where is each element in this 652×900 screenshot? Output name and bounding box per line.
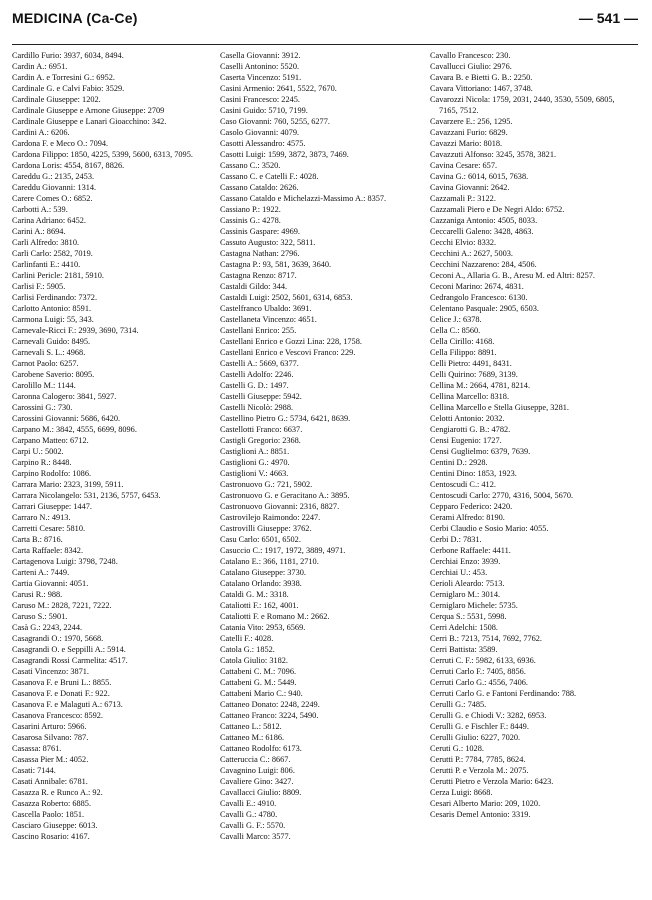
index-entry: Carossini Giovanni: 5686, 6420. — [12, 414, 121, 423]
index-entry: Cavara B. e Bietti G. B.: 2250. — [430, 73, 533, 82]
index-entry: Centini D.: 2928. — [430, 458, 488, 467]
index-entry: Cerutti Pietro e Verzola Mario: 6423. — [430, 777, 554, 786]
index-entry: Casazza Roberto: 6885. — [12, 799, 92, 808]
index-entry: Cesaris Demel Antonio: 3319. — [430, 810, 531, 819]
index-entry: Cataldi G. M.: 3318. — [220, 590, 289, 599]
index-entry: Cavara Vittoriano: 1467, 3748. — [430, 84, 533, 93]
index-entry: Cerioli Aleardo: 7513. — [430, 579, 505, 588]
index-entry: Carini A.: 8694. — [12, 227, 66, 236]
index-entry: Casarosa Silvano: 787. — [12, 733, 89, 742]
index-entry: Casagrandi Rossi Carmelita: 4517. — [12, 656, 128, 665]
index-entry: Carpino Rodolfo: 1086. — [12, 469, 92, 478]
index-entry: Casotti Alessandro: 4575. — [220, 139, 306, 148]
index-entry: Cattaneo L.: 5812. — [220, 722, 282, 731]
index-entry: Cartagenova Luigi: 3798, 7248. — [12, 557, 118, 566]
index-entry: Castigli Gregorio: 2368. — [220, 436, 301, 445]
index-entry: Cavallucci Giulio: 2976. — [430, 62, 512, 71]
index-entry: Cerniglaro M.: 3014. — [430, 590, 501, 599]
index-entry: Cerutti P. e Verzola M.: 2075. — [430, 766, 529, 775]
index-entry: Casagrandi O. e Seppilli A.: 5914. — [12, 645, 126, 654]
index-entry: Cerruti C. F.: 5982, 6133, 6936. — [430, 656, 536, 665]
index-entry: Cavina G.: 6014, 6015, 7638. — [430, 172, 529, 181]
index-entry: Cella Filippo: 8891. — [430, 348, 497, 357]
index-entry: Casà G.: 2243, 2244. — [12, 623, 83, 632]
index-entry: Cavarzere E.: 256, 1295. — [430, 117, 513, 126]
index-entry: Casini Francesco: 2245. — [220, 95, 300, 104]
index-entry: Cataliotti F. e Romano M.: 2662. — [220, 612, 330, 621]
index-entry: Cardillo Furio: 3937, 6034, 8494. — [12, 51, 124, 60]
index-entry: Caruso S.: 5901. — [12, 612, 68, 621]
index-entry: Carnevale-Ricci F.: 2939, 3690, 7314. — [12, 326, 139, 335]
index-entry: Cedrangolo Francesco: 6130. — [430, 293, 528, 302]
index-entry: Casanova F. e Malaguti A.: 6713. — [12, 700, 123, 709]
index-entry: Carolillo M.: 1144. — [12, 381, 76, 390]
index-entry: Carpi U.: 5002. — [12, 447, 64, 456]
index-entry: Casanova F. e Bruni L.: 8855. — [12, 678, 112, 687]
index-entry: Centini Dino: 1853, 1923. — [430, 469, 517, 478]
index-entry: Cascino Rosario: 4167. — [12, 832, 90, 841]
index-entry: Censi Eugenio: 1727. — [430, 436, 502, 445]
index-entry: Cellina Marcello e Stella Giuseppe, 3281. — [430, 403, 569, 412]
index-entry: Careddu G.: 2135, 2453. — [12, 172, 95, 181]
page-number: — 541 — — [578, 10, 638, 26]
index-entry: Cavaliere Gino: 3427. — [220, 777, 294, 786]
index-entry: Cavazzi Mario: 8018. — [430, 139, 503, 148]
index-entry: Castelli Adolfo: 2246. — [220, 370, 294, 379]
index-entry: Cassinis G.: 4278. — [220, 216, 281, 225]
index-entry: Ceconi Marino: 2674, 4831. — [430, 282, 524, 291]
index-entry: Caselli Antonino: 5520. — [220, 62, 300, 71]
index-entry: Castaldi Gildo: 344. — [220, 282, 288, 291]
index-entry: Casella Giovanni: 3912. — [220, 51, 301, 60]
index-entry: Carnot Paolo: 6257. — [12, 359, 79, 368]
index-entry: Cassano C. e Catelli F.: 4028. — [220, 172, 319, 181]
index-entry: Cazzaniga Antonio: 4505, 8033. — [430, 216, 538, 225]
index-entry: Castronuovo G.: 721, 5902. — [220, 480, 313, 489]
index-entry: Castrovilejo Raimondo: 2247. — [220, 513, 321, 522]
index-entry: Castelfranco Ubaldo: 3691. — [220, 304, 312, 313]
index-entry: Cardinale G. e Calvi Fabio: 3529. — [12, 84, 125, 93]
index-entry: Cesari Alberto Mario: 209, 1020. — [430, 799, 541, 808]
index-entry: Castiglioni G.: 4970. — [220, 458, 290, 467]
index-entry: Cardinale Giuseppe: 1202. — [12, 95, 101, 104]
index-entry: Carraro N.: 4913. — [12, 513, 71, 522]
index-entry: Cascella Paolo: 1851. — [12, 810, 85, 819]
index-entry: Cerchiai U.: 453. — [430, 568, 488, 577]
index-entry: Cassano Cataldo e Michelazzi-Massimo A.: 8357. — [220, 194, 387, 203]
index-entry: Catteruccia C.: 8667. — [220, 755, 291, 764]
index-entry: Cerqua S.: 5531, 5998. — [430, 612, 507, 621]
index-entry: Cardinale Giuseppe e Lanari Gioacchino: 342. — [12, 117, 167, 126]
index-entry: Carlisi Ferdinando: 7372. — [12, 293, 98, 302]
index-entry: Casini Guido: 5710, 7199. — [220, 106, 308, 115]
index-entry: Catola Giulio: 3182. — [220, 656, 288, 665]
index-entry: Castagna Renzo: 8717. — [220, 271, 297, 280]
index-entry: Castellani Enrico: 255. — [220, 326, 297, 335]
index-entry: Cardin A. e Torresini G.: 6952. — [12, 73, 115, 82]
index-entry: Carbotti A.: 539. — [12, 205, 68, 214]
index-entry: Cerchiai Enzo: 3939. — [430, 557, 501, 566]
index-entry: Cavazzuti Alfonso: 3245, 3578, 3821. — [430, 150, 557, 159]
index-entry: Cerutti P.: 7784, 7785, 8624. — [430, 755, 526, 764]
index-entry: Castelli A.: 5669, 6377. — [220, 359, 299, 368]
index-entry: Cerruti Carlo F.: 7405, 8856. — [430, 667, 526, 676]
index-entry: Carretti Cesare: 5810. — [12, 524, 86, 533]
index-entry: Celli Pietro: 4491, 8431. — [430, 359, 512, 368]
index-entry: Casolo Giovanni: 4079. — [220, 128, 300, 137]
index-entry: Casotti Luigi: 1599, 3872, 3873, 7469. — [220, 150, 349, 159]
index-entry: Cassano Cataldo: 2626. — [220, 183, 299, 192]
index-entry: Cerniglaro Michele: 5735. — [430, 601, 518, 610]
index-entry: Carta Raffaele: 8342. — [12, 546, 84, 555]
index-entry: Cerulli G. e Chiodi V.: 3282, 6953. — [430, 711, 547, 720]
index-entry: Carossini G.: 730. — [12, 403, 73, 412]
index-entry: Ceccarelli Galeno: 3428, 4863. — [430, 227, 534, 236]
index-entry: Cavina Cesare: 657. — [430, 161, 498, 170]
index-entry: Carlisi F.: 5905. — [12, 282, 66, 291]
index-entry: Caserta Vincenzo: 5191. — [220, 73, 302, 82]
index-entry: Carrara Nicolangelo: 531, 2136, 5757, 6453. — [12, 491, 161, 500]
index-entry: Cavalli Marco: 3577. — [220, 832, 291, 841]
index-entry: Cerruti Carlo G.: 4556, 7406. — [430, 678, 528, 687]
index-entry: Catalano Giuseppe: 3730. — [220, 568, 306, 577]
index-entry: Cavarozzi Nicola: 1759, 2031, 2440, 3530, 5509, 6805, 7165, 7512. — [430, 95, 615, 115]
index-entry: Careddu Giovanni: 1314. — [12, 183, 97, 192]
index-entry: Catelli F.: 4028. — [220, 634, 274, 643]
index-entry: Carnevali S. L.: 4968. — [12, 348, 86, 357]
index-entry: Casu Carlo: 6501, 6502. — [220, 535, 301, 544]
index-entry: Cassano C.: 3520. — [220, 161, 281, 170]
index-entry: Carpino R.: 8448. — [12, 458, 72, 467]
index-entry: Cavina Giovanni: 2642. — [430, 183, 510, 192]
index-entry: Cataliotti F.: 162, 4001. — [220, 601, 299, 610]
index-entry: Castiglioni V.: 4663. — [220, 469, 289, 478]
index-entry: Castagna P.: 93, 581, 3639, 3640. — [220, 260, 332, 269]
index-entry: Casanova F. e Donati F.: 922. — [12, 689, 110, 698]
index-entry: Cattabeni Mario C.: 940. — [220, 689, 303, 698]
index-entry: Cerbi D.: 7831. — [430, 535, 482, 544]
index-entry: Cerri Adelchi: 1508. — [430, 623, 498, 632]
index-entry: Casati Vincenzo: 3871. — [12, 667, 90, 676]
index-entry: Castelli G. D.: 1497. — [220, 381, 289, 390]
index-entry: Carlini Pericle: 2181, 5910. — [12, 271, 104, 280]
index-entry: Cecchini Nazzareno: 284, 4506. — [430, 260, 537, 269]
index-entry: Cardin A.: 6951. — [12, 62, 68, 71]
header-rule — [12, 44, 638, 45]
index-entry: Cavallo Francesco: 230. — [430, 51, 511, 60]
index-entry: Casati Annibale: 6781. — [12, 777, 88, 786]
index-entry: Cerbone Raffaele: 4411. — [430, 546, 511, 555]
section-title: MEDICINA (Ca-Ce) — [12, 10, 138, 26]
index-entry: Castronuovo G. e Geracitano A.: 3895. — [220, 491, 350, 500]
index-entry: Cardini A.: 6206. — [12, 128, 70, 137]
index-entry: Cassinis Gaspare: 4969. — [220, 227, 300, 236]
index-entry: Castelli Giuseppe: 5942. — [220, 392, 302, 401]
index-entry: Caronna Calogero: 3841, 5927. — [12, 392, 117, 401]
index-entry: Cardona Filippo: 1850, 4225, 5399, 5600, 6313, 7095. — [12, 150, 193, 159]
index-column-3 — [430, 50, 632, 895]
index-columns — [12, 50, 638, 895]
index-entry: Cerri Battista: 3589. — [430, 645, 498, 654]
index-entry: Censi Guglielmo: 6379, 7639. — [430, 447, 531, 456]
index-entry: Cardinale Giuseppe e Arnone Giuseppe: 2709 — [12, 106, 165, 115]
index-entry: Cerri B.: 7213, 7514, 7692, 7762. — [430, 634, 543, 643]
index-entry: Castellani Enrico e Vescovi Franco: 229. — [220, 348, 356, 357]
index-entry: Ceconi A., Allaria G. B., Aresu M. ed Altri: 8257. — [430, 271, 596, 280]
index-entry: Catola G.: 1852. — [220, 645, 275, 654]
index-entry: Cattaneo Franco: 3224, 5490. — [220, 711, 319, 720]
index-entry: Casuccio C.: 1917, 1972, 3889, 4971. — [220, 546, 346, 555]
index-entry: Cavalli G. F.: 5570. — [220, 821, 286, 830]
index-entry: Cavallacci Giulio: 8809. — [220, 788, 302, 797]
index-entry: Carrara Mario: 2323, 3199, 5911. — [12, 480, 124, 489]
index-entry: Cattaneo Rodolfo: 6173. — [220, 744, 302, 753]
index-entry: Cecchi Elvio: 8332. — [430, 238, 497, 247]
index-entry: Castellaneta Vincenzo: 4651. — [220, 315, 317, 324]
index-entry: Ceruti G.: 1028. — [430, 744, 484, 753]
index-entry: Caso Giovanni: 760, 5255, 6277. — [220, 117, 330, 126]
index-entry: Carere Comes O.: 6852. — [12, 194, 93, 203]
index-entry: Carli Alfredo: 3810. — [12, 238, 80, 247]
index-entry: Cengiarotti G. B.: 4782. — [430, 425, 511, 434]
index-entry: Catalano Orlando: 3938. — [220, 579, 302, 588]
index-entry: Carusi R.: 988. — [12, 590, 63, 599]
index-entry: Cerza Luigi: 8668. — [430, 788, 493, 797]
index-entry: Cavalli E.: 4910. — [220, 799, 277, 808]
index-entry: Catalano E.: 366, 1181, 2710. — [220, 557, 319, 566]
index-entry: Casassa: 8761. — [12, 744, 62, 753]
index-column-2 — [220, 50, 422, 895]
index-entry: Cella Cirillo: 4168. — [430, 337, 495, 346]
index-entry: Cerami Alfredo: 8190. — [430, 513, 505, 522]
index-entry: Carlinfanti E.: 4410. — [12, 260, 81, 269]
index-entry: Carli Carlo: 2582, 7019. — [12, 249, 93, 258]
index-entry: Casarini Arturo: 5966. — [12, 722, 87, 731]
index-entry: Carobene Saverio: 8095. — [12, 370, 95, 379]
index-entry: Casati: 7144. — [12, 766, 56, 775]
index-entry: Casanova Francesco: 8592. — [12, 711, 104, 720]
index-entry: Cazzamali P.: 3122. — [430, 194, 496, 203]
index-entry: Celli Quirino: 7689, 3139. — [430, 370, 518, 379]
index-entry: Casassa Pier M.: 4052. — [12, 755, 89, 764]
index-entry: Cecchini A.: 2627, 5003. — [430, 249, 513, 258]
index-entry: Cassiano P.: 1922. — [220, 205, 281, 214]
index-entry: Castaldi Luigi: 2502, 5601, 6314, 6853. — [220, 293, 353, 302]
index-entry: Castelli Nicolò: 2988. — [220, 403, 294, 412]
index-entry: Cattaneo M.: 6186. — [220, 733, 285, 742]
index-entry: Cardona F. e Meco O.: 7094. — [12, 139, 109, 148]
index-entry: Celice J.: 6378. — [430, 315, 482, 324]
index-entry: Carta B.: 8716. — [12, 535, 63, 544]
index-entry: Cartia Giovanni: 4051. — [12, 579, 89, 588]
index-entry: Cerulli G.: 7485. — [430, 700, 487, 709]
index-entry: Castronuovo Giovanni: 2316, 8827. — [220, 502, 340, 511]
index-entry: Carteni A.: 7449. — [12, 568, 70, 577]
index-entry: Castellino Pietro G.: 5734, 6421, 8639. — [220, 414, 351, 423]
index-entry: Centoscudi C.: 412. — [430, 480, 496, 489]
index-entry: Celotti Antonio: 2032. — [430, 414, 505, 423]
index-entry: Cavalli G.: 4780. — [220, 810, 278, 819]
index-entry: Centoscudi Carlo: 2770, 4316, 5004, 5670. — [430, 491, 574, 500]
index-entry: Castellani Enrico e Gozzi Lina: 228, 1758. — [220, 337, 362, 346]
index-entry: Castrovilli Giuseppe: 3762. — [220, 524, 312, 533]
index-entry: Cazzamali Piero e De Negri Aldo: 6752. — [430, 205, 565, 214]
index-entry: Carlotto Antonio: 8591. — [12, 304, 92, 313]
index-column-1 — [12, 50, 214, 895]
index-entry: Castiglioni A.: 8851. — [220, 447, 290, 456]
index-entry: Cattabeni G. M.: 5449. — [220, 678, 297, 687]
index-entry: Cella C.: 8560. — [430, 326, 481, 335]
index-entry: Catania Vito: 2953, 6569. — [220, 623, 306, 632]
index-entry: Cerbi Claudio e Sosio Mario: 4055. — [430, 524, 549, 533]
index-entry: Cellina Marcello: 8318. — [430, 392, 510, 401]
index-entry: Carpano M.: 3842, 4555, 6699, 8096. — [12, 425, 137, 434]
index-entry: Cepparo Federico: 2420. — [430, 502, 513, 511]
index-entry: Cellina M.: 2664, 4781, 8214. — [430, 381, 531, 390]
index-entry: Cattabeni C. M.: 7096. — [220, 667, 297, 676]
index-entry: Casciaro Giuseppe: 6013. — [12, 821, 98, 830]
index-entry: Cassuto Augusto: 322, 5811. — [220, 238, 316, 247]
index-entry: Carrari Giuseppe: 1447. — [12, 502, 92, 511]
page-header — [12, 10, 638, 32]
index-entry: Celentano Pasquale: 2905, 6503. — [430, 304, 539, 313]
index-entry: Casazza R. e Runco A.: 92. — [12, 788, 103, 797]
index-entry: Casini Armenio: 2641, 5522, 7670. — [220, 84, 337, 93]
index-entry: Casagrandi O.: 1970, 5668. — [12, 634, 104, 643]
index-entry: Cavagnino Luigi: 806. — [220, 766, 295, 775]
index-entry: Castellotti Franco: 6637. — [220, 425, 303, 434]
index-entry: Carmona Luigi: 55, 343. — [12, 315, 94, 324]
index-entry: Cerruti Carlo G. e Fantoni Ferdinando: 788. — [430, 689, 577, 698]
index-entry: Cardona Loris: 4554, 8167, 8826. — [12, 161, 125, 170]
index-entry: Castagna Nathan: 2796. — [220, 249, 300, 258]
index-entry: Cerulli Giulio: 6227, 7020. — [430, 733, 521, 742]
index-entry: Caruso M.: 2828, 7221, 7222. — [12, 601, 112, 610]
index-entry: Cerulli G. e Fischler F.: 8449. — [430, 722, 529, 731]
index-entry: Carnevali Guido: 8495. — [12, 337, 91, 346]
index-entry: Cattaneo Donato: 2248, 2249. — [220, 700, 320, 709]
index-entry: Carpano Matteo: 6712. — [12, 436, 89, 445]
index-entry: Carina Adriano: 6452. — [12, 216, 86, 225]
index-entry: Cavazzani Furio: 6829. — [430, 128, 508, 137]
